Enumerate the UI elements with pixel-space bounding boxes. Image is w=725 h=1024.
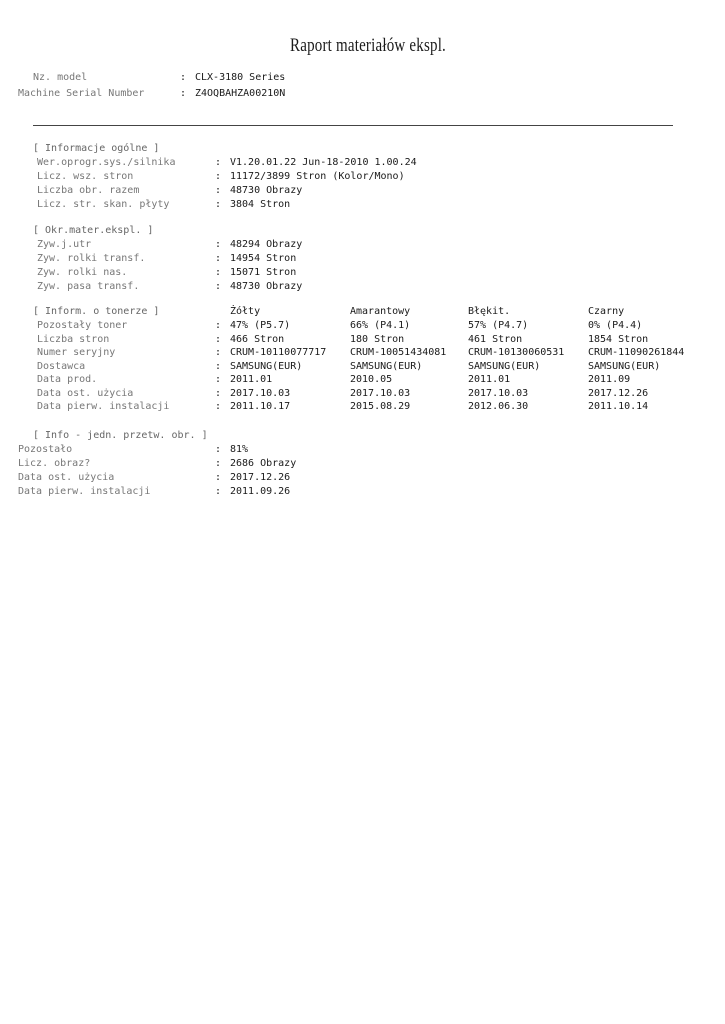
- toner-cell: SAMSUNG(EUR): [588, 360, 661, 372]
- serial-separator: :: [180, 88, 187, 99]
- toner-row-separator: :: [215, 333, 222, 345]
- imaging-row-value: 2011.09.26: [230, 486, 291, 497]
- general-row-label: Licz. wsz. stron: [37, 171, 134, 182]
- toner-column-header: Błękit.: [468, 306, 511, 317]
- model-value: CLX-3180 Series: [195, 72, 286, 83]
- divider-line: [33, 125, 673, 126]
- materials-row-label: Zyw. rolki nas.: [37, 267, 128, 278]
- toner-row-label: Dostawca: [37, 360, 86, 372]
- materials-row-separator: :: [215, 281, 222, 292]
- materials-row-separator: :: [215, 253, 222, 264]
- imaging-header: [ Info - jedn. przetw. obr. ]: [33, 430, 208, 441]
- toner-cell: SAMSUNG(EUR): [350, 360, 423, 372]
- toner-cell: 180 Stron: [350, 333, 405, 345]
- toner-cell: CRUM-10110077717: [230, 347, 327, 358]
- toner-cell: 2017.10.03: [350, 387, 411, 399]
- general-row-value: 11172/3899 Stron (Kolor/Mono): [230, 171, 405, 182]
- toner-cell: 2015.08.29: [350, 401, 411, 412]
- general-row-separator: :: [215, 171, 222, 182]
- imaging-row-separator: :: [215, 472, 222, 483]
- materials-row-label: Zyw.j.utr: [37, 239, 92, 250]
- serial-label: Machine Serial Number: [18, 88, 145, 99]
- imaging-row-separator: :: [215, 444, 222, 455]
- imaging-row-label: Data ost. użycia: [18, 472, 115, 483]
- toner-row-separator: :: [215, 374, 222, 385]
- general-row-label: Licz. str. skan. płyty: [37, 199, 170, 210]
- materials-row-value: 48294 Obrazy: [230, 239, 303, 250]
- materials-row-value: 15071 Stron: [230, 267, 297, 278]
- imaging-row-label: Pozostało: [18, 444, 73, 455]
- general-header: [ Informacje ogólne ]: [33, 143, 160, 154]
- toner-cell: 1854 Stron: [588, 333, 649, 345]
- materials-row-separator: :: [215, 239, 222, 250]
- toner-cell: 2017.10.03: [230, 387, 291, 399]
- toner-cell: 2011.10.14: [588, 401, 649, 412]
- toner-cell: 66% (P4.1): [350, 320, 411, 331]
- toner-cell: 466 Stron: [230, 333, 285, 345]
- toner-cell: SAMSUNG(EUR): [468, 360, 541, 372]
- toner-cell: 2011.01: [230, 374, 273, 385]
- general-row-value: 3804 Stron: [230, 199, 291, 210]
- general-row-separator: :: [215, 157, 222, 168]
- toner-row-separator: :: [215, 401, 222, 412]
- model-row: [33, 72, 87, 84]
- toner-row-label: Pozostały toner: [37, 320, 128, 331]
- materials-row-value: 48730 Obrazy: [230, 281, 303, 292]
- toner-cell: 2010.05: [350, 374, 393, 385]
- general-row-value: V1.20.01.22 Jun-18-2010 1.00.24: [230, 157, 417, 168]
- report-title: Raport materiałów ekspl.: [290, 36, 447, 56]
- imaging-row-value: 2686 Obrazy: [230, 458, 297, 469]
- toner-cell: 2011.09: [588, 374, 631, 385]
- serial-value: Z4OQBAHZA00210N: [195, 88, 286, 99]
- general-row-separator: :: [215, 199, 222, 210]
- toner-row-label: Numer seryjny: [37, 347, 116, 358]
- model-label: Nz. model: [33, 72, 88, 83]
- general-row-label: Liczba obr. razem: [37, 185, 140, 196]
- imaging-row-separator: :: [215, 486, 222, 497]
- toner-cell: 2017.12.26: [588, 387, 649, 399]
- imaging-row-value: 81%: [230, 444, 249, 455]
- imaging-row-value: 2017.12.26: [230, 472, 291, 483]
- toner-row-separator: :: [215, 347, 222, 358]
- materials-row-value: 14954 Stron: [230, 253, 297, 264]
- toner-row-separator: :: [215, 387, 222, 399]
- toner-cell: CRUM-10051434081: [350, 347, 447, 358]
- materials-row-label: Zyw. rolki transf.: [37, 253, 146, 264]
- imaging-row-label: Data pierw. instalacji: [18, 486, 151, 497]
- toner-row-label: Data pierw. instalacji: [37, 401, 170, 412]
- toner-header: [ Inform. o tonerze ]: [33, 306, 160, 317]
- toner-cell: SAMSUNG(EUR): [230, 360, 303, 372]
- imaging-row-label: Licz. obraz?: [18, 458, 91, 469]
- model-separator: :: [180, 72, 187, 83]
- toner-cell: 2011.10.17: [230, 401, 291, 412]
- general-row-label: Wer.oprogr.sys./silnika: [37, 157, 176, 168]
- toner-row-separator: :: [215, 320, 222, 331]
- toner-column-header: Czarny: [588, 306, 625, 317]
- toner-row-label: Liczba stron: [37, 333, 110, 345]
- toner-cell: 47% (P5.7): [230, 320, 291, 331]
- toner-cell: 461 Stron: [468, 333, 523, 345]
- toner-column-header: Żółty: [230, 306, 261, 317]
- general-row-separator: :: [215, 185, 222, 196]
- toner-cell: 2012.06.30: [468, 401, 529, 412]
- toner-cell: CRUM-11090261844: [588, 347, 685, 358]
- toner-row-separator: :: [215, 360, 222, 372]
- materials-header: [ Okr.mater.ekspl. ]: [33, 225, 154, 236]
- toner-cell: CRUM-10130060531: [468, 347, 565, 358]
- toner-cell: 0% (P4.4): [588, 320, 643, 331]
- toner-cell: 2017.10.03: [468, 387, 529, 399]
- materials-row-label: Zyw. pasa transf.: [37, 281, 140, 292]
- serial-row: [18, 88, 144, 100]
- imaging-row-separator: :: [215, 458, 222, 469]
- materials-row-separator: :: [215, 267, 222, 278]
- toner-row-label: Data prod.: [37, 374, 98, 385]
- general-row-value: 48730 Obrazy: [230, 185, 303, 196]
- toner-cell: 57% (P4.7): [468, 320, 529, 331]
- toner-cell: 2011.01: [468, 374, 511, 385]
- toner-column-header: Amarantowy: [350, 306, 411, 317]
- toner-row-label: Data ost. użycia: [37, 387, 134, 399]
